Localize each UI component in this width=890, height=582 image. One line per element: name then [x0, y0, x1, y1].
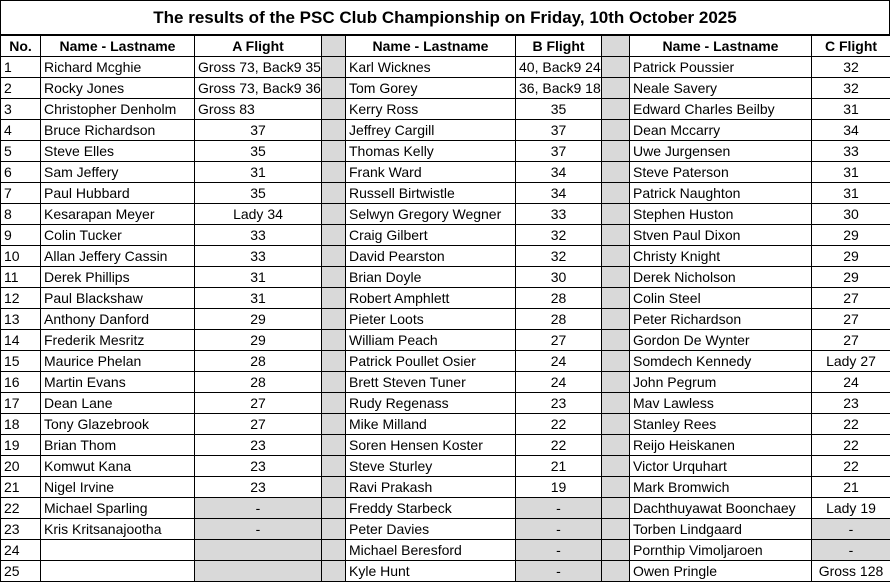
column-separator — [322, 246, 346, 267]
column-separator — [602, 99, 630, 120]
table-row — [1, 162, 890, 183]
a-flight-score: 33 — [195, 225, 322, 246]
table-row — [1, 309, 890, 330]
column-separator — [602, 36, 630, 57]
table-row — [1, 372, 890, 393]
table-row — [1, 99, 890, 120]
table-row — [1, 561, 890, 582]
column-separator — [322, 78, 346, 99]
table-row — [1, 330, 890, 351]
b-flight-player-name: Brian Doyle — [346, 267, 516, 288]
b-flight-score: 34 — [516, 162, 602, 183]
b-flight-score: - — [516, 540, 602, 561]
a-flight-score — [195, 561, 322, 582]
row-number: 18 — [1, 414, 41, 435]
a-flight-player-name: Frederik Mesritz — [41, 330, 195, 351]
c-flight-player-name: Dachthuyawat Boonchaey — [630, 498, 812, 519]
a-flight-score: Gross 83 — [195, 99, 322, 120]
c-flight-player-name: Stven Paul Dixon — [630, 225, 812, 246]
b-flight-player-name: Mike Milland — [346, 414, 516, 435]
column-separator — [322, 288, 346, 309]
a-flight-score: Lady 34 — [195, 204, 322, 225]
c-flight-player-name: Uwe Jurgensen — [630, 141, 812, 162]
a-flight-player-name: Colin Tucker — [41, 225, 195, 246]
a-flight-player-name: Brian Thom — [41, 435, 195, 456]
b-flight-player-name: Steve Sturley — [346, 456, 516, 477]
column-separator — [602, 519, 630, 540]
sheet-title: The results of the PSC Club Championship on Friday, 10th October 2025 — [0, 0, 890, 35]
table-row — [1, 57, 890, 78]
column-separator — [322, 456, 346, 477]
column-separator — [322, 561, 346, 582]
a-flight-score: 35 — [195, 183, 322, 204]
column-separator — [602, 435, 630, 456]
row-number: 17 — [1, 393, 41, 414]
b-flight-score: 19 — [516, 477, 602, 498]
c-flight-player-name: Mav Lawless — [630, 393, 812, 414]
column-separator — [602, 351, 630, 372]
b-flight-player-name: Brett Steven Tuner — [346, 372, 516, 393]
c-flight-score: 27 — [812, 288, 890, 309]
a-flight-player-name: Martin Evans — [41, 372, 195, 393]
a-flight-score: 27 — [195, 414, 322, 435]
column-separator — [602, 267, 630, 288]
b-flight-player-name: Russell Birtwistle — [346, 183, 516, 204]
b-flight-player-name: Peter Davies — [346, 519, 516, 540]
row-number: 4 — [1, 120, 41, 141]
row-number: 20 — [1, 456, 41, 477]
b-flight-score: - — [516, 519, 602, 540]
row-number: 8 — [1, 204, 41, 225]
a-flight-score: 31 — [195, 162, 322, 183]
header-name-a: Name - Lastname — [41, 36, 195, 57]
row-number: 12 — [1, 288, 41, 309]
c-flight-score: 32 — [812, 78, 890, 99]
column-separator — [322, 372, 346, 393]
c-flight-score: 31 — [812, 162, 890, 183]
table-row — [1, 351, 890, 372]
a-flight-score: 29 — [195, 309, 322, 330]
c-flight-score: 34 — [812, 120, 890, 141]
column-separator — [602, 141, 630, 162]
c-flight-player-name: Derek Nicholson — [630, 267, 812, 288]
c-flight-score: 24 — [812, 372, 890, 393]
column-separator — [322, 99, 346, 120]
row-number: 13 — [1, 309, 41, 330]
header-name-c: Name - Lastname — [630, 36, 812, 57]
c-flight-score: Gross 128 — [812, 561, 890, 582]
b-flight-player-name: Frank Ward — [346, 162, 516, 183]
column-separator — [602, 456, 630, 477]
a-flight-player-name: Komwut Kana — [41, 456, 195, 477]
c-flight-score: 21 — [812, 477, 890, 498]
column-separator — [322, 162, 346, 183]
b-flight-score: 23 — [516, 393, 602, 414]
column-separator — [602, 330, 630, 351]
table-row — [1, 225, 890, 246]
row-number: 6 — [1, 162, 41, 183]
c-flight-player-name: Steve Paterson — [630, 162, 812, 183]
row-number: 9 — [1, 225, 41, 246]
b-flight-player-name: Kyle Hunt — [346, 561, 516, 582]
c-flight-player-name: Dean Mccarry — [630, 120, 812, 141]
c-flight-score: 30 — [812, 204, 890, 225]
b-flight-score: 33 — [516, 204, 602, 225]
b-flight-player-name: Tom Gorey — [346, 78, 516, 99]
column-separator — [322, 57, 346, 78]
a-flight-player-name: Bruce Richardson — [41, 120, 195, 141]
b-flight-player-name: Patrick Poullet Osier — [346, 351, 516, 372]
a-flight-player-name: Tony Glazebrook — [41, 414, 195, 435]
c-flight-score: 27 — [812, 330, 890, 351]
c-flight-player-name: Mark Bromwich — [630, 477, 812, 498]
a-flight-score: 28 — [195, 372, 322, 393]
table-row — [1, 456, 890, 477]
table-row — [1, 120, 890, 141]
column-separator — [322, 435, 346, 456]
table-row — [1, 540, 890, 561]
a-flight-player-name: Kris Kritsanajootha — [41, 519, 195, 540]
a-flight-score — [195, 540, 322, 561]
c-flight-score: Lady 19 — [812, 498, 890, 519]
header-flight-b: B Flight — [516, 36, 602, 57]
table-row — [1, 414, 890, 435]
table-row — [1, 435, 890, 456]
c-flight-score: 29 — [812, 267, 890, 288]
c-flight-score: 31 — [812, 183, 890, 204]
b-flight-score: 37 — [516, 120, 602, 141]
column-separator — [322, 414, 346, 435]
a-flight-score: - — [195, 519, 322, 540]
a-flight-score: 28 — [195, 351, 322, 372]
b-flight-score: 24 — [516, 372, 602, 393]
c-flight-score: 27 — [812, 309, 890, 330]
b-flight-player-name: David Pearston — [346, 246, 516, 267]
header-flight-a: A Flight — [195, 36, 322, 57]
a-flight-player-name: Allan Jeffery Cassin — [41, 246, 195, 267]
column-separator — [322, 309, 346, 330]
c-flight-player-name: Neale Savery — [630, 78, 812, 99]
column-separator — [322, 204, 346, 225]
b-flight-score: 35 — [516, 99, 602, 120]
header-row — [1, 36, 890, 57]
a-flight-score: 35 — [195, 141, 322, 162]
header-flight-c: C Flight — [812, 36, 890, 57]
row-number: 3 — [1, 99, 41, 120]
row-number: 22 — [1, 498, 41, 519]
column-separator — [602, 183, 630, 204]
b-flight-score: 24 — [516, 351, 602, 372]
a-flight-score: 27 — [195, 393, 322, 414]
c-flight-player-name: Stanley Rees — [630, 414, 812, 435]
b-flight-player-name: Rudy Regenass — [346, 393, 516, 414]
column-separator — [602, 78, 630, 99]
c-flight-player-name: Patrick Naughton — [630, 183, 812, 204]
b-flight-score: 36, Back9 18 — [516, 78, 602, 99]
a-flight-player-name: Paul Blackshaw — [41, 288, 195, 309]
column-separator — [602, 162, 630, 183]
a-flight-score: 23 — [195, 435, 322, 456]
row-number: 5 — [1, 141, 41, 162]
column-separator — [602, 288, 630, 309]
column-separator — [322, 498, 346, 519]
b-flight-player-name: Craig Gilbert — [346, 225, 516, 246]
column-separator — [602, 414, 630, 435]
b-flight-player-name: Thomas Kelly — [346, 141, 516, 162]
table-row — [1, 78, 890, 99]
column-separator — [322, 120, 346, 141]
b-flight-score: 21 — [516, 456, 602, 477]
row-number: 10 — [1, 246, 41, 267]
a-flight-player-name — [41, 561, 195, 582]
c-flight-player-name: Stephen Huston — [630, 204, 812, 225]
c-flight-score: - — [812, 519, 890, 540]
c-flight-player-name: Pornthip Vimoljaroen — [630, 540, 812, 561]
column-separator — [602, 246, 630, 267]
b-flight-player-name: Selwyn Gregory Wegner — [346, 204, 516, 225]
column-separator — [322, 141, 346, 162]
a-flight-player-name: Anthony Danford — [41, 309, 195, 330]
column-separator — [602, 204, 630, 225]
b-flight-score: - — [516, 561, 602, 582]
a-flight-player-name: Nigel Irvine — [41, 477, 195, 498]
c-flight-player-name: Edward Charles Beilby — [630, 99, 812, 120]
c-flight-score: 22 — [812, 435, 890, 456]
table-row — [1, 393, 890, 414]
a-flight-player-name: Dean Lane — [41, 393, 195, 414]
table-row — [1, 267, 890, 288]
column-separator — [322, 540, 346, 561]
c-flight-score: 31 — [812, 99, 890, 120]
column-separator — [602, 561, 630, 582]
column-separator — [602, 372, 630, 393]
table-row — [1, 141, 890, 162]
table-row — [1, 183, 890, 204]
row-number: 19 — [1, 435, 41, 456]
a-flight-player-name: Maurice Phelan — [41, 351, 195, 372]
c-flight-score: Lady 27 — [812, 351, 890, 372]
table-row — [1, 246, 890, 267]
b-flight-score: - — [516, 498, 602, 519]
column-separator — [602, 120, 630, 141]
column-separator — [322, 477, 346, 498]
column-separator — [322, 183, 346, 204]
c-flight-player-name: Torben Lindgaard — [630, 519, 812, 540]
c-flight-score: 32 — [812, 57, 890, 78]
a-flight-score: 23 — [195, 477, 322, 498]
column-separator — [602, 225, 630, 246]
c-flight-player-name: Christy Knight — [630, 246, 812, 267]
a-flight-player-name: Paul Hubbard — [41, 183, 195, 204]
column-separator — [322, 519, 346, 540]
header-no: No. — [1, 36, 41, 57]
c-flight-player-name: Patrick Poussier — [630, 57, 812, 78]
column-separator — [322, 393, 346, 414]
b-flight-score: 28 — [516, 309, 602, 330]
c-flight-player-name: Victor Urquhart — [630, 456, 812, 477]
row-number: 14 — [1, 330, 41, 351]
a-flight-player-name: Richard Mcghie — [41, 57, 195, 78]
row-number: 23 — [1, 519, 41, 540]
b-flight-score: 32 — [516, 225, 602, 246]
a-flight-score: 23 — [195, 456, 322, 477]
a-flight-score: - — [195, 498, 322, 519]
b-flight-score: 28 — [516, 288, 602, 309]
row-number: 15 — [1, 351, 41, 372]
b-flight-player-name: Soren Hensen Koster — [346, 435, 516, 456]
table-row — [1, 204, 890, 225]
a-flight-player-name: Kesarapan Meyer — [41, 204, 195, 225]
b-flight-score: 34 — [516, 183, 602, 204]
c-flight-player-name: Peter Richardson — [630, 309, 812, 330]
b-flight-player-name: Ravi Prakash — [346, 477, 516, 498]
a-flight-player-name: Derek Phillips — [41, 267, 195, 288]
c-flight-player-name: Reijo Heiskanen — [630, 435, 812, 456]
c-flight-player-name: John Pegrum — [630, 372, 812, 393]
b-flight-player-name: Pieter Loots — [346, 309, 516, 330]
b-flight-player-name: Kerry Ross — [346, 99, 516, 120]
row-number: 24 — [1, 540, 41, 561]
a-flight-score: Gross 73, Back9 35 — [195, 57, 322, 78]
a-flight-player-name — [41, 540, 195, 561]
column-separator — [602, 57, 630, 78]
c-flight-score: 23 — [812, 393, 890, 414]
b-flight-player-name: Jeffrey Cargill — [346, 120, 516, 141]
row-number: 11 — [1, 267, 41, 288]
column-separator — [602, 540, 630, 561]
column-separator — [322, 225, 346, 246]
a-flight-player-name: Steve Elles — [41, 141, 195, 162]
table-row — [1, 498, 890, 519]
a-flight-player-name: Sam Jeffery — [41, 162, 195, 183]
c-flight-score: - — [812, 540, 890, 561]
a-flight-score: 31 — [195, 267, 322, 288]
column-separator — [602, 498, 630, 519]
b-flight-player-name: Michael Beresford — [346, 540, 516, 561]
table-row — [1, 477, 890, 498]
row-number: 25 — [1, 561, 41, 582]
a-flight-score: 37 — [195, 120, 322, 141]
column-separator — [322, 267, 346, 288]
c-flight-score: 22 — [812, 456, 890, 477]
row-number: 2 — [1, 78, 41, 99]
row-number: 16 — [1, 372, 41, 393]
column-separator — [602, 393, 630, 414]
a-flight-player-name: Rocky Jones — [41, 78, 195, 99]
b-flight-score: 40, Back9 24 — [516, 57, 602, 78]
b-flight-score: 32 — [516, 246, 602, 267]
b-flight-score: 30 — [516, 267, 602, 288]
c-flight-player-name: Gordon De Wynter — [630, 330, 812, 351]
b-flight-score: 22 — [516, 414, 602, 435]
a-flight-player-name: Michael Sparling — [41, 498, 195, 519]
b-flight-player-name: Freddy Starbeck — [346, 498, 516, 519]
row-number: 21 — [1, 477, 41, 498]
a-flight-score: 33 — [195, 246, 322, 267]
c-flight-player-name: Owen Pringle — [630, 561, 812, 582]
header-name-b: Name - Lastname — [346, 36, 516, 57]
a-flight-score: 29 — [195, 330, 322, 351]
column-separator — [602, 309, 630, 330]
c-flight-score: 29 — [812, 225, 890, 246]
b-flight-player-name: Karl Wicknes — [346, 57, 516, 78]
table-row — [1, 288, 890, 309]
table-row — [1, 519, 890, 540]
b-flight-score: 37 — [516, 141, 602, 162]
b-flight-score: 22 — [516, 435, 602, 456]
b-flight-player-name: Robert Amphlett — [346, 288, 516, 309]
row-number: 1 — [1, 57, 41, 78]
a-flight-player-name: Christopher Denholm — [41, 99, 195, 120]
column-separator — [322, 330, 346, 351]
column-separator — [322, 36, 346, 57]
c-flight-player-name: Somdech Kennedy — [630, 351, 812, 372]
b-flight-score: 27 — [516, 330, 602, 351]
a-flight-score: 31 — [195, 288, 322, 309]
column-separator — [322, 351, 346, 372]
results-table — [0, 35, 890, 582]
c-flight-player-name: Colin Steel — [630, 288, 812, 309]
b-flight-player-name: William Peach — [346, 330, 516, 351]
c-flight-score: 22 — [812, 414, 890, 435]
a-flight-score: Gross 73, Back9 36 — [195, 78, 322, 99]
row-number: 7 — [1, 183, 41, 204]
c-flight-score: 33 — [812, 141, 890, 162]
column-separator — [602, 477, 630, 498]
c-flight-score: 29 — [812, 246, 890, 267]
